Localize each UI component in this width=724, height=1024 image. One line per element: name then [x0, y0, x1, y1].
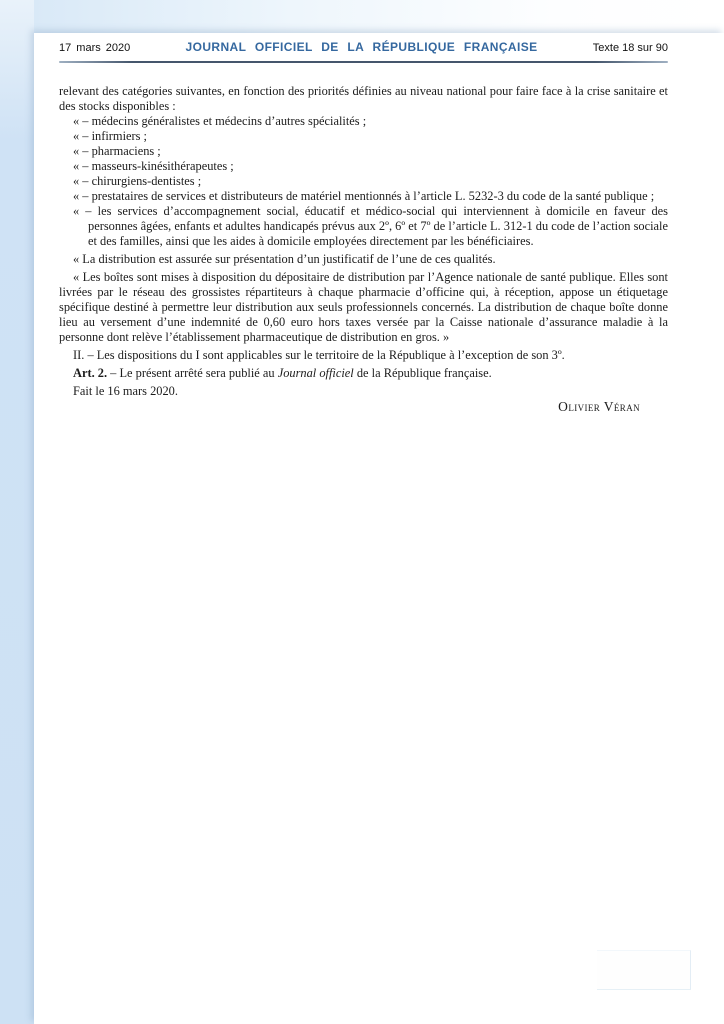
header-rule: [59, 61, 668, 63]
header-texte-ref: Texte 18 sur 90: [592, 42, 668, 54]
art2-label: Art. 2.: [73, 366, 108, 380]
list-item: [59, 159, 668, 174]
background-top-margin: [34, 0, 724, 33]
list-item: [59, 129, 668, 144]
art2-dash: –: [107, 366, 120, 380]
list-item: [59, 174, 668, 189]
list-item: [59, 114, 668, 129]
paragraph-ii: II. – Les dispositions du I sont applicables sur le territoire de la République à l’exception de son 3º.: [73, 348, 565, 362]
paragraph-boites: « Les boîtes sont mises à disposition du dépositaire de distribution par l’Agence nationale de santé publique. Elles sont livrées par le réseau des grossistes répartiteurs à chaque pharmacie d’officine qui, à réception, appose un étiquetage spécifique destiné à permettre leur distribution aux seuls professionnels concernés. La distribution de chaque boîte donne lieu au versement d’une indemnité de 0,60 euro hors taxes versée par la Caisse nationale d’assurance maladie à la personne dont relève l’établissement pharmaceutique de distribution en gros. »: [59, 270, 668, 344]
list-item-text: prestataires de services et distributeurs de matériel mentionnés à l’article L. 5232-3 du code de la santé publique ;: [91, 189, 655, 203]
list-item-prefix: « –: [73, 144, 92, 158]
list-item-text: infirmiers ;: [91, 129, 147, 143]
header-date: 17 mars 2020: [59, 42, 131, 54]
list-item-prefix: « –: [73, 159, 92, 173]
list-item: [59, 144, 668, 159]
list-item-prefix: « –: [73, 114, 92, 128]
scan-artifact-box: [597, 950, 691, 990]
paragraph-art2: [59, 366, 668, 381]
list-item-prefix: « –: [73, 174, 92, 188]
art2-text-before: Le présent arrêté sera publié au: [119, 366, 278, 380]
list-item: [59, 204, 668, 249]
list-item-text: pharmaciens ;: [91, 144, 161, 158]
list-item-prefix: « –: [73, 189, 92, 203]
paragraph-distribution: « La distribution est assurée sur présentation d’un justificatif de l’une de ces qualités.: [73, 252, 496, 266]
paper-sheet: [34, 33, 724, 1024]
masthead-title: JOURNAL OFFICIEL DE LA RÉPUBLIQUE FRANÇAISE: [185, 40, 538, 54]
list-item-text: chirurgiens-dentistes ;: [91, 174, 202, 188]
art2-text-after: de la République française.: [353, 366, 492, 380]
list-item-prefix: « –: [73, 204, 98, 218]
list-item-prefix: « –: [73, 129, 92, 143]
signature-name: Olivier Véran: [558, 399, 640, 414]
list-item-text: les services d’accompagnement social, éducatif et médico-social qui interviennent à domicile en faveur des personnes âgées, enfants et adultes handicapés prévus aux 2º, 6º et 7º de l’article L. 312-1 du code de l’action sociale et des familles, ainsi que les aides à domicile employées directement par les bénéficiaires.: [88, 204, 668, 248]
background-left-margin: [0, 0, 34, 1024]
art2-journal-officiel: Journal officiel: [277, 366, 354, 380]
paragraph-fait: Fait le 16 mars 2020.: [73, 384, 178, 398]
list-item-text: médecins généralistes et médecins d’autres spécialités ;: [91, 114, 367, 128]
list-item-text: masseurs-kinésithérapeutes ;: [91, 159, 234, 173]
list-item: [59, 189, 668, 204]
article-body: [59, 84, 668, 414]
paragraph-intro: relevant des catégories suivantes, en fonction des priorités définies au niveau national pour faire face à la crise sanitaire et des stocks disponibles :: [59, 84, 668, 113]
page-header: [59, 40, 668, 55]
